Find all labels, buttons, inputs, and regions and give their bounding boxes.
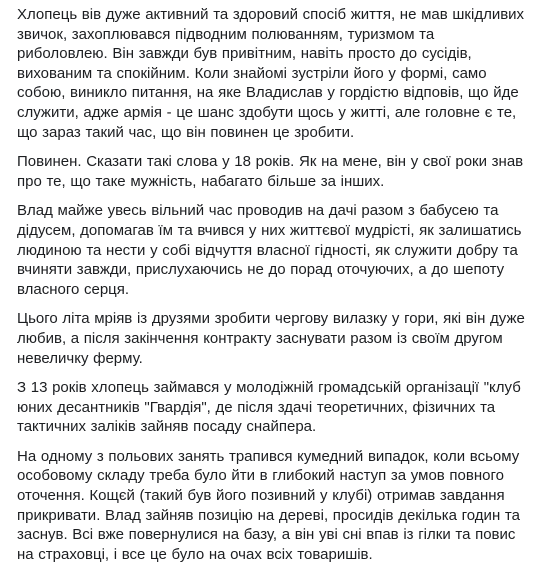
post-paragraph: З 13 років хлопець займався у молодіжній громадській організації "клуб юних десантників "Гвардія", де після здачі теоретичних, фізичних та тактичних заліків зайняв посаду снайпера. <box>17 379 521 436</box>
post-body <box>17 5 527 564</box>
post-paragraph: Влад майже увесь вільний час проводив на дачі разом з бабусею та дідусем, допомагав їм та вчився у них життєвої мудрісті, як залишатись людиною та нести у собі відчуття власної гідності, як служити добру та вчиняти завжди, прислухаючись не до порад оточуючих, а до шепоту власного серця. <box>17 202 522 298</box>
post-paragraph: Повинен. Сказати такі слова у 18 років. Як на мене, він у свої роки знав про те, що таке мужність, набагато більше за інших. <box>17 153 524 190</box>
post-paragraph: На одному з польових занять трапився кумедний випадок, коли всьому особовому складу треба було йти в глибокий наступ за умов повного оточення. Кощєй (такий був його позивний у клубі) отримав завдання прикривати. Влад зайняв позицію на дереві, просидів декілька годин та заснув. Всі вже повернулися на базу, а він уві сні впав із гілки та повис на страховці, і все це було на очах всіх товаришів. <box>17 447 520 563</box>
post-paragraph: Хлопець вів дуже активний та здоровий спосіб життя, не мав шкідливих звичок, захоплювався підводним полюванням, туризмом та риболовлею. Він завжди був привітним, навіть просто до сусідів, вихованим та спокійним. Коли знайомі зустріли його у формі, само собою, виникло питання, на яке Владислав у гордістю відповів, що йде служити, адже армія - це шанс здобути щось у житті, але головне є те, що зараз такий час, що він повинен це зробити. <box>17 6 525 141</box>
post-paragraph: Цього літа мріяв із друзями зробити чергову вилазку у гори, які він дуже любив, а після закінчення контракту заснувати разом із своїм другом невеличку ферму. <box>17 310 525 367</box>
